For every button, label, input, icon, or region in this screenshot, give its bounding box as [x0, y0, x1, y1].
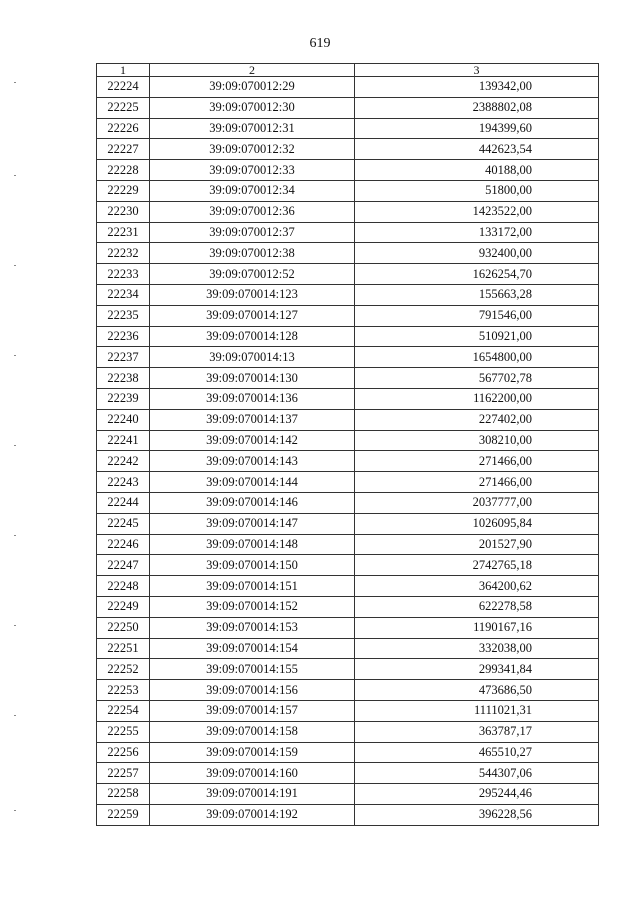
cadastral-value: 194399,60 — [355, 118, 599, 139]
cadastral-number: 39:09:070014:136 — [150, 388, 355, 409]
margin-scan-marks — [14, 0, 18, 905]
row-number: 22225 — [97, 97, 150, 118]
row-number: 22246 — [97, 534, 150, 555]
table-row — [97, 368, 599, 389]
row-number: 22234 — [97, 284, 150, 305]
cadastral-value: 544307,06 — [355, 763, 599, 784]
page-number: 619 — [309, 36, 331, 51]
cadastral-value: 2742765,18 — [355, 555, 599, 576]
cadastral-value: 295244,46 — [355, 784, 599, 805]
table-row — [97, 804, 599, 825]
cadastral-value: 332038,00 — [355, 638, 599, 659]
cadastral-number: 39:09:070012:32 — [150, 139, 355, 160]
cadastral-number: 39:09:070014:130 — [150, 368, 355, 389]
cadastral-value: 155663,28 — [355, 284, 599, 305]
cadastral-number: 39:09:070014:128 — [150, 326, 355, 347]
table-row — [97, 763, 599, 784]
cadastral-number: 39:09:070014:156 — [150, 680, 355, 701]
cadastral-value: 1423522,00 — [355, 201, 599, 222]
table-row — [97, 326, 599, 347]
row-number: 22226 — [97, 118, 150, 139]
cadastral-number: 39:09:070014:192 — [150, 804, 355, 825]
row-number: 22244 — [97, 492, 150, 513]
table-row — [97, 576, 599, 597]
cadastral-number: 39:09:070014:137 — [150, 409, 355, 430]
cadastral-number: 39:09:070012:29 — [150, 77, 355, 98]
row-number: 22245 — [97, 513, 150, 534]
cadastral-value: 1026095,84 — [355, 513, 599, 534]
scan-mark — [14, 355, 16, 356]
scan-mark — [14, 535, 16, 536]
cadastral-number: 39:09:070014:123 — [150, 284, 355, 305]
cadastral-value: 2388802,08 — [355, 97, 599, 118]
table-row — [97, 139, 599, 160]
table-row — [97, 77, 599, 98]
cadastral-number: 39:09:070012:33 — [150, 160, 355, 181]
table-row — [97, 97, 599, 118]
cadastral-value: 363787,17 — [355, 721, 599, 742]
cadastral-value: 1626254,70 — [355, 264, 599, 285]
cadastral-value: 473686,50 — [355, 680, 599, 701]
row-number: 22256 — [97, 742, 150, 763]
cadastral-value: 1654800,00 — [355, 347, 599, 368]
row-number: 22250 — [97, 617, 150, 638]
cadastral-value: 271466,00 — [355, 472, 599, 493]
table-row — [97, 700, 599, 721]
table-row — [97, 264, 599, 285]
table-row — [97, 513, 599, 534]
cadastral-value: 51800,00 — [355, 180, 599, 201]
cadastral-number: 39:09:070014:143 — [150, 451, 355, 472]
row-number: 22241 — [97, 430, 150, 451]
cadastral-value: 364200,62 — [355, 576, 599, 597]
table-row — [97, 409, 599, 430]
cadastral-value: 932400,00 — [355, 243, 599, 264]
scan-mark — [14, 810, 16, 811]
table-row — [97, 596, 599, 617]
table-row — [97, 617, 599, 638]
table-row — [97, 742, 599, 763]
cadastral-value: 465510,27 — [355, 742, 599, 763]
scan-mark — [14, 265, 16, 266]
table-row — [97, 160, 599, 181]
cadastral-number: 39:09:070014:155 — [150, 659, 355, 680]
row-number: 22233 — [97, 264, 150, 285]
row-number: 22236 — [97, 326, 150, 347]
cadastral-value: 227402,00 — [355, 409, 599, 430]
table-row — [97, 388, 599, 409]
cadastral-number: 39:09:070012:52 — [150, 264, 355, 285]
cadastral-number: 39:09:070014:150 — [150, 555, 355, 576]
row-number: 22228 — [97, 160, 150, 181]
cadastral-number: 39:09:070012:37 — [150, 222, 355, 243]
row-number: 22239 — [97, 388, 150, 409]
cadastral-number: 39:09:070012:34 — [150, 180, 355, 201]
cadastral-number: 39:09:070012:36 — [150, 201, 355, 222]
row-number: 22229 — [97, 180, 150, 201]
row-number: 22242 — [97, 451, 150, 472]
cadastral-number: 39:09:070014:158 — [150, 721, 355, 742]
row-number: 22259 — [97, 804, 150, 825]
cadastral-number: 39:09:070012:38 — [150, 243, 355, 264]
scan-mark — [14, 625, 16, 626]
table-row — [97, 180, 599, 201]
header-col-2: 2 — [150, 64, 355, 77]
cadastral-number: 39:09:070014:153 — [150, 617, 355, 638]
cadastral-number: 39:09:070014:142 — [150, 430, 355, 451]
cadastral-value: 308210,00 — [355, 430, 599, 451]
cadastral-number: 39:09:070014:13 — [150, 347, 355, 368]
cadastral-number: 39:09:070012:30 — [150, 97, 355, 118]
table-row — [97, 305, 599, 326]
table-row — [97, 555, 599, 576]
cadastral-number: 39:09:070014:191 — [150, 784, 355, 805]
row-number: 22247 — [97, 555, 150, 576]
table-row — [97, 492, 599, 513]
header-row — [97, 64, 599, 77]
row-number: 22231 — [97, 222, 150, 243]
row-number: 22249 — [97, 596, 150, 617]
scan-mark — [14, 175, 16, 176]
scan-mark — [14, 445, 16, 446]
header-col-1: 1 — [97, 64, 150, 77]
table-row — [97, 118, 599, 139]
table-row — [97, 534, 599, 555]
row-number: 22254 — [97, 700, 150, 721]
scan-mark — [14, 82, 16, 83]
row-number: 22257 — [97, 763, 150, 784]
row-number: 22248 — [97, 576, 150, 597]
cadastral-value: 791546,00 — [355, 305, 599, 326]
table-row — [97, 243, 599, 264]
cadastral-value: 1190167,16 — [355, 617, 599, 638]
row-number: 22224 — [97, 77, 150, 98]
table-header — [97, 64, 599, 77]
cadastral-value: 139342,00 — [355, 77, 599, 98]
table-row — [97, 347, 599, 368]
cadastral-value: 396228,56 — [355, 804, 599, 825]
table-row — [97, 284, 599, 305]
cadastral-value-table — [96, 63, 599, 826]
row-number: 22258 — [97, 784, 150, 805]
table-row — [97, 472, 599, 493]
cadastral-number: 39:09:070014:144 — [150, 472, 355, 493]
cadastral-value: 1111021,31 — [355, 700, 599, 721]
cadastral-number: 39:09:070014:151 — [150, 576, 355, 597]
table-row — [97, 201, 599, 222]
table-row — [97, 451, 599, 472]
row-number: 22240 — [97, 409, 150, 430]
table-row — [97, 659, 599, 680]
table-row — [97, 430, 599, 451]
row-number: 22252 — [97, 659, 150, 680]
table-row — [97, 222, 599, 243]
row-number: 22235 — [97, 305, 150, 326]
cadastral-number: 39:09:070014:159 — [150, 742, 355, 763]
cadastral-value: 299341,84 — [355, 659, 599, 680]
row-number: 22237 — [97, 347, 150, 368]
cadastral-number: 39:09:070014:148 — [150, 534, 355, 555]
row-number: 22251 — [97, 638, 150, 659]
row-number: 22238 — [97, 368, 150, 389]
cadastral-value: 40188,00 — [355, 160, 599, 181]
cadastral-number: 39:09:070012:31 — [150, 118, 355, 139]
cadastral-number: 39:09:070014:157 — [150, 700, 355, 721]
cadastral-value: 622278,58 — [355, 596, 599, 617]
row-number: 22255 — [97, 721, 150, 742]
row-number: 22253 — [97, 680, 150, 701]
table-body — [97, 77, 599, 826]
cadastral-number: 39:09:070014:152 — [150, 596, 355, 617]
header-col-3: 3 — [355, 64, 599, 77]
cadastral-value: 510921,00 — [355, 326, 599, 347]
cadastral-value: 133172,00 — [355, 222, 599, 243]
cadastral-number: 39:09:070014:147 — [150, 513, 355, 534]
cadastral-number: 39:09:070014:127 — [150, 305, 355, 326]
cadastral-number: 39:09:070014:146 — [150, 492, 355, 513]
cadastral-value: 1162200,00 — [355, 388, 599, 409]
cadastral-number: 39:09:070014:154 — [150, 638, 355, 659]
cadastral-number: 39:09:070014:160 — [150, 763, 355, 784]
row-number: 22230 — [97, 201, 150, 222]
table-row — [97, 784, 599, 805]
cadastral-value: 271466,00 — [355, 451, 599, 472]
cadastral-value: 2037777,00 — [355, 492, 599, 513]
row-number: 22227 — [97, 139, 150, 160]
cadastral-value: 442623,54 — [355, 139, 599, 160]
row-number: 22232 — [97, 243, 150, 264]
cadastral-value: 567702,78 — [355, 368, 599, 389]
table-row — [97, 680, 599, 701]
cadastral-value: 201527,90 — [355, 534, 599, 555]
table-row — [97, 638, 599, 659]
row-number: 22243 — [97, 472, 150, 493]
scan-mark — [14, 715, 16, 716]
table-row — [97, 721, 599, 742]
